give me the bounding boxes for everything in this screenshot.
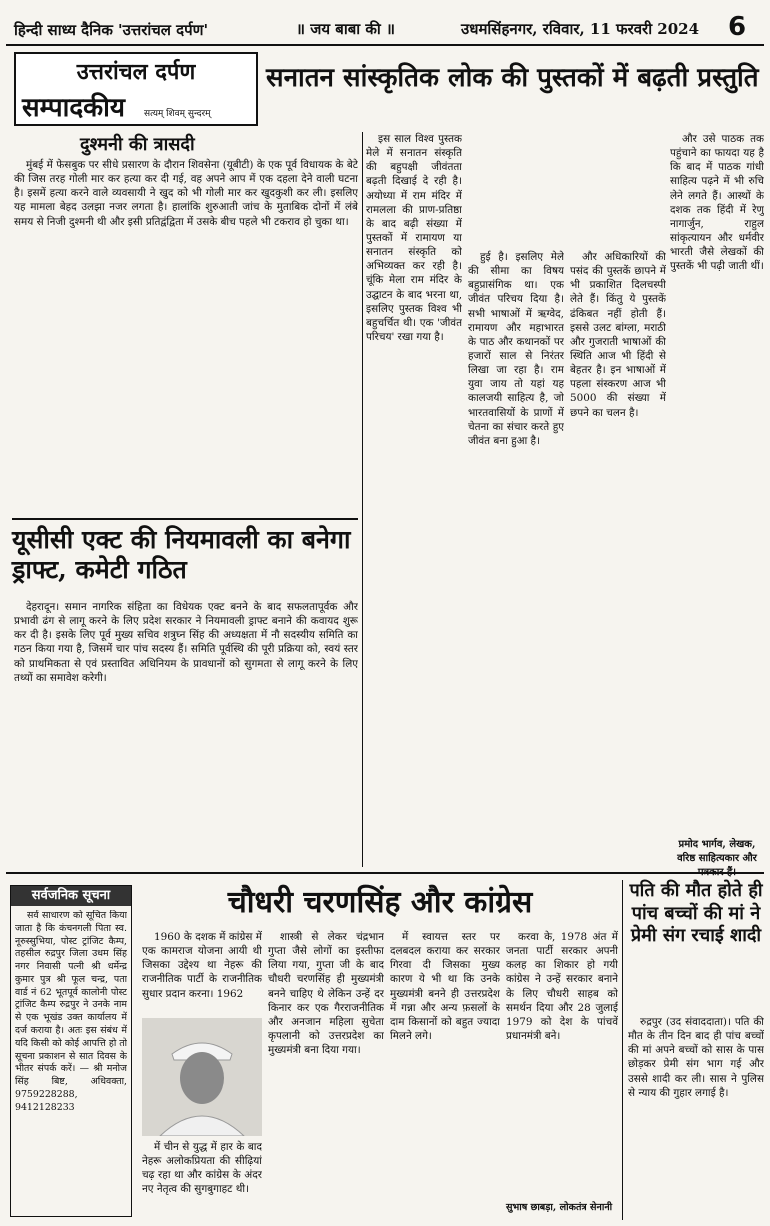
chaudhary-col-3 xyxy=(390,930,500,1220)
chaudhary-col-3-text: में स्वायत्त स्तर पर दलबदल कराया कर सरकार गिरवा दी जिसका मुख्य कारण ये भी था कि उनके मुख्यमंत्री बनने ही उत्तरप्रदेश में गन्ना और अन्य फ़सलों के दाम किसानों को बहुत ज्यादा मिलने लगे। xyxy=(390,931,500,1042)
header-slogan: ॥ जय बाबा की ॥ xyxy=(296,20,395,38)
chaudhary-headline: चौधरी चरणसिंह और कांग्रेस xyxy=(227,885,533,920)
chaudhary-col-1-text: 1960 के दशक में कांग्रेस में एक कामराज योजना आयी थी जिसका उद्देश्य था नेहरू की राजनीतिक पार्टी के राजनीतिक सुधार प्रदान करना। 1962 xyxy=(142,931,262,1000)
editorial-masthead xyxy=(14,52,258,126)
feature-col-2-text: हुई है। इसलिए मेले की सीमा का विषय बहुप्रासंगिक था। एक जीवंत परिचय दिया है। सभी भाषाओं में ऋग्वेद, रामायण और महाभारत के पाठ और कथानकों पर हजारों साल से निरंतर लिखा जा रहा है। राम युवा जाय तो यहां यह कालजयी साहित्य है, जो भारतवासियों के प्राणों में चेतना का संचार करते हुए जीवंत बना हुआ है। xyxy=(468,251,564,447)
feature-col-4-text: और उसे पाठक तक पहुंचाने का फायदा यह है कि बाद में पाठक गांधी साहित्य पढ़ने में भी रुचि लेने लगते हैं। आस्थों के दशक तक हिंदी में रेणु नागार्जुन, राहुल सांकृत्यायन और धर्मवीर भारती जैसे लेखकों की पुस्तकें भी पढ़ी जाती थीं। xyxy=(670,133,764,273)
editorial-body xyxy=(14,158,358,508)
feature-col-2 xyxy=(468,250,564,862)
column-divider xyxy=(362,132,363,867)
masthead-tagline: सत्यम् शिवम् सुन्दरम् xyxy=(144,109,211,119)
feature-col-1-text: इस साल विश्व पुस्तक मेले में सनातन संस्कृति की बहुपक्षी जीवंतता बढ़ती दिखाई दे रही है। अयोध्या में राम मंदिर में रामलला की प्राण-प्रतिष्ठा के बाद बढ़ी संख्या में पुस्तकों में रामायण या सनातन संस्कृति को अभिव्यक्त कर रही है। चूंकि मेला राम मंदिर के उद्घाटन के बाद भरना था, इसलिए पुस्तक विश्व भी बहुचर्चित थी। एक 'जीवंत परिचय' रखा गया है। xyxy=(366,133,462,343)
ucc-headline: यूसीसी एक्ट की नियमावली का बनेगा ड्राफ्ट, कमेटी गठित xyxy=(12,525,351,584)
chaudhary-col-4 xyxy=(506,930,618,1190)
divider xyxy=(12,518,358,520)
masthead-section: सम्पादकीय xyxy=(22,93,125,123)
page-number: 6 xyxy=(728,12,747,42)
date-line: उधमसिंहनगर, रविवार, 11 फरवरी 2024 xyxy=(461,20,700,38)
chaudhary-col-1 xyxy=(142,930,262,1014)
feature-headline: सनातन सांस्कृतिक लोक की पुस्तकों में बढ़ती प्रस्तुति xyxy=(266,63,759,93)
feature-col-3-text: और अधिकारियों की पसंद की पुस्तकें छापने में भी प्रकाशित दिलचस्पी लेते हैं। किंतु ये पुस्तकें ढंकिबत नहीं होती हैं। इससे उलट बांग्ला, मराठी और गुजराती भाषाओं की स्थिति आज भी हिंदी से बेहतर है। इन भाषाओं में पहला संस्करण आज भी 5000 की संख्या में छपने का चलन है। xyxy=(570,251,666,419)
pati-headline: पति की मौत होते ही पांच बच्चों की मां ने प्रेमी संग रचाई शादी xyxy=(629,880,763,946)
notice-text: सर्व साधारण को सूचित किया जाता है कि कंचनगली पिता स्व. नूरुस्सुभिया, पोस्ट ट्रांजिट कैम्प, तहसील रुद्रपुर जिला उधम सिंह नगर निवासी पत्नी श्री धर्मेन्द्र कुमार पुत्र श्री फूल चन्द्र, पता वार्ड नं 62 भूतपूर्व कालोनी पोस्ट ट्रांजिट कैम्प रुद्रपुर ने उनके नाम से एक भूखंड उक्त कार्यालय में दर्ज कराया है। अतः इस संबंध में यदि किसी को कोई आपत्ति हो तो सूचना प्रकाशन से सात दिवस के भीतर संपर्क करें। — श्री मनोज सिंह बिष्ट, अधिवक्ता, 9759228288, 9412128233 xyxy=(15,910,127,1113)
pati-text: रुद्रपुर (उद संवाददाता)। पति की मौत के तीन दिन बाद ही पांच बच्चों की मां अपने बच्चों को सास के पास छोड़कर प्रेमी संग भाग गई और उससे शादी कर ली। सास ने पुलिस से न्याय की गुहार लगाई है। xyxy=(628,1016,764,1099)
ucc-body xyxy=(14,600,358,870)
feature-col-1 xyxy=(366,132,462,862)
chaudhary-col-1b xyxy=(142,1140,262,1220)
ucc-text: देहरादून। समान नागरिक संहिता का विधेयक एक्ट बनने के बाद सफलतापूर्वक और प्रभावी ढंग से लागू करने के लिए प्रदेश सरकार ने नियमावली ड्राफ्ट बनाने की कवायद शुरू कर दी है। इसके लिए पूर्व मुख्य सचिव शत्रुघ्न सिंह की अध्यक्षता में नौ सदस्यीय समिति का गठन किया गया है, जिसमें चार पांच सदस्य हैं। समिति पूर्वस्थि की पूरी प्रक्रिया को, स्वयं स्तर को प्राथमिकता से एवं प्रस्तावित अधिनियम के प्रावधानों को सुगमता से लागू करने के लिए तथ्यों का समावेश करेगी। xyxy=(14,601,358,684)
chaudhary-col-1b-text: में चीन से युद्ध में हार के बाद नेहरू अलोकप्रियता की सीढ़ियां चढ़ रहा था और कांग्रेस के अंदर नए नेतृत्व की सुगबुगाहट थी। xyxy=(142,1141,262,1196)
paper-name: हिन्दी साध्य दैनिक 'उत्तरांचल दर्पण' xyxy=(14,21,209,39)
chaudhary-col-4-text: करवा के, 1978 अंत में जनता पार्टी सरकार अपनी कलह का शिकार हो गयी कांग्रेस ने उन्हें सरकार बनाने के लिए चौधरी साहब को समर्थन दिया और 28 जुलाई 1979 को देश के पांचवें प्रधानमंत्री बने। xyxy=(506,931,618,1042)
chaudhary-col-2-text: शास्त्री से लेकर चंद्रभान गुप्ता जैसे लोगों का इस्तीफा लिया गया, गुप्ता जी के बाद चौधरी चरणसिंह ही मुख्यमंत्री बनने चाहिए थे लेकिन उन्हें दर किनार कर एक गैरराजनीतिक और अनजान महिला सुचेता कृपलानी को उत्तरप्रदेश का मुख्यमंत्री बना दिया गया। xyxy=(268,931,384,1057)
masthead-title: उत्तरांचल दर्पण xyxy=(76,59,196,85)
charan-singh-portrait xyxy=(142,1018,262,1136)
feature-col-4 xyxy=(670,132,764,832)
pati-story xyxy=(626,880,766,1010)
editorial-title: दुश्मनी की त्रासदी xyxy=(80,134,195,155)
chaudhary-col-2 xyxy=(268,930,384,1220)
page-header xyxy=(6,6,764,46)
feature-col-3 xyxy=(570,250,666,862)
editorial-text: मुंबई में फेसबुक पर सीधे प्रसारण के दौरान शिवसेना (यूबीटी) के एक पूर्व विधायक के बेटे की जिस तरह गोली मार कर हत्या कर दी गई, वह अपने आप में एक दहला देने वाली घटना है। इसमें हत्या करने वाले व्यवसायी ने खुद को भी गोली मार कर खुदकुशी कर ली। इसलिए यह मामला बेहद उलझा नजर लगता है। हालांकि शुरुआती जांच के मुताबिक दोनों में लंबे समय से निजी दुश्मनी थी और इसी प्रतिद्वंद्विता में उसके बीच पहले भी टकराव हो चुका था। xyxy=(14,159,358,228)
chaudhary-author: सुभाष छाबड़ा, लोकतंत्र सेनानी xyxy=(506,1202,613,1213)
notice-body xyxy=(15,910,127,1210)
public-notice xyxy=(10,885,132,1217)
notice-title: सर्वजनिक सूचना xyxy=(11,886,131,906)
feature-author: प्रमोद भार्गव, लेखक, वरिष्ठ साहित्यकार और xyxy=(677,839,757,864)
column-divider xyxy=(622,880,623,1220)
pati-body xyxy=(628,1015,764,1220)
divider xyxy=(6,872,764,874)
